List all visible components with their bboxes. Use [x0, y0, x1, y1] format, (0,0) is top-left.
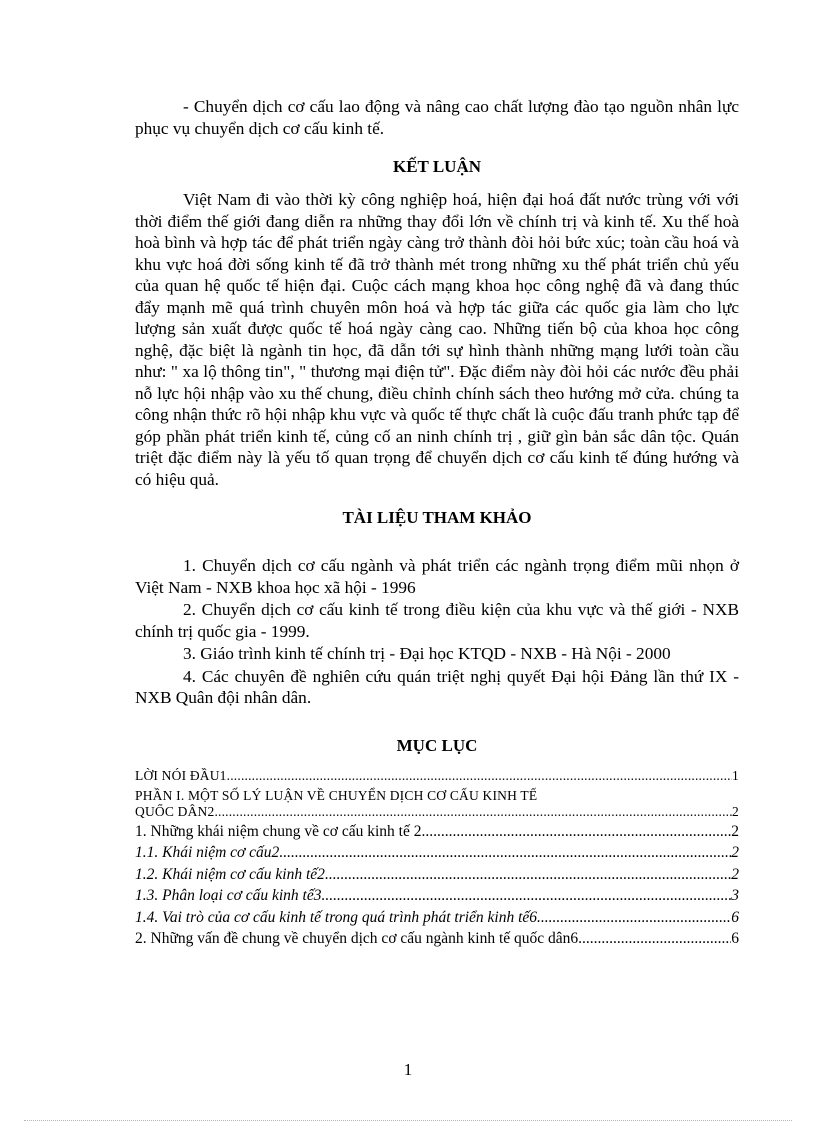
toc-entry-page: 2	[731, 865, 739, 883]
toc-leader	[321, 887, 731, 905]
toc-entry-title: 1.1. Khái niệm cơ cấu2	[135, 844, 280, 861]
toc-entry-page: 2	[732, 803, 739, 819]
toc-entry-title: QUỐC DÂN2	[135, 803, 215, 819]
toc-entry[interactable]	[135, 844, 739, 866]
page-bottom-divider	[24, 1120, 792, 1121]
toc-entry[interactable]	[135, 930, 739, 952]
toc-entry-page: 6	[731, 930, 739, 947]
toc-leader	[422, 823, 732, 841]
toc-entry-page: 2	[731, 844, 739, 861]
intro-paragraph: - Chuyển dịch cơ cấu lao động và nâng cao chất lượng đào tạo nguồn nhân lực phục vụ chuyển dịch cơ cấu kinh tế.	[135, 97, 739, 138]
toc-entry-title: 1. Những khái niệm chung về cơ cấu kinh tế 2	[135, 822, 422, 840]
toc-entry-title: LỜI NÓI ĐẦU1	[135, 767, 227, 783]
conclusion-paragraph: Việt Nam đi vào thời kỳ công nghiệp hoá, hiện đại hoá đất nước trùng với với thời điểm thế giới đang diễn ra những thay đổi lớn về chính trị và kinh tế. Xu thế hoà hoà bình và hợp tác để phát triển ngày càng trở thành đòi hỏi bức xúc; toàn cầu hoá và khu vực hoá đời sống kinh tế đã trở thành mét trong những xu thế phát triển chủ yếu của quan hệ quốc tế hiện đại. Cuộc cách mạng khoa học công nghệ đã và đang thúc đẩy mạnh mẽ quá trình chuyên môn hoá và hợp tác giữa các quốc gia làm cho lực lượng sản xuất được quốc tế hoá ngày càng cao. Những tiến bộ của khoa học công nghệ, đặc biệt là ngành tin học, đã dẫn tới sự hình thành những mạng lưới toàn cầu như: " xa lộ thông tin", " thương mại điện tử". Đặc điểm này đòi hỏi các nước đều phải nỗ lực hội nhập vào xu thế chung, điều chỉnh chính sách theo hướng mở cửa. chúng ta công nhận thức rõ hội nhập khu vực và quốc tế thực chất là cuộc đấu tranh phức tạp để góp phần phát triển kinh tế, củng cố an ninh chính trị , giữ gìn bản sắc dân tộc. Quán triệt đặc điểm này là yếu tố quan trọng để chuyển dịch cơ cấu kinh tế đúng hướng và có hiệu quả.	[135, 190, 739, 489]
reference-item: 3. Giáo trình kinh tế chính trị - Đại học KTQD - NXB - Hà Nội - 2000	[183, 644, 671, 663]
toc-entry-title-line: PHẦN I. MỘT SỐ LÝ LUẬN VỀ CHUYỂN DỊCH CƠ CẤU KINH TẾ	[135, 787, 538, 803]
reference-item: 4. Các chuyên đề nghiên cứu quán triệt nghị quyết Đại hội Đảng lần thứ IX - NXB Quân đội nhân dân.	[135, 666, 739, 707]
toc-leader	[227, 768, 732, 784]
reference-item: 1. Chuyển dịch cơ cấu ngành và phát triển các ngành trọng điểm mũi nhọn ở Việt Nam - NXB khoa học xã hội - 1996	[135, 556, 739, 597]
references-list	[135, 555, 739, 709]
toc-entry-page: 3	[731, 887, 739, 904]
toc-heading: MỤC LỤC	[396, 735, 478, 755]
conclusion-heading: KẾT LUẬN	[392, 157, 481, 176]
table-of-contents	[135, 768, 739, 952]
page-number: 1	[403, 1060, 413, 1079]
toc-leader	[578, 930, 731, 948]
toc-leader	[279, 844, 731, 862]
toc-entry[interactable]	[135, 887, 739, 909]
document-page	[135, 96, 739, 952]
toc-entry-page: 6	[731, 908, 739, 926]
toc-entry-title: 1.3. Phân loại cơ cấu kinh tế3	[135, 887, 322, 904]
toc-entry[interactable]	[135, 909, 739, 931]
reference-item: 2. Chuyển dịch cơ cấu kinh tế trong điều kiện của khu vực và thế giới - NXB chính trị quốc gia - 1999.	[135, 600, 739, 641]
toc-entry-title: 1.4. Vai trò của cơ cấu kinh tế trong quá trình phát triển kinh tế6	[135, 908, 538, 926]
toc-entry[interactable]	[135, 804, 739, 823]
toc-entry[interactable]	[135, 866, 739, 888]
toc-entry-page: 1	[732, 767, 739, 783]
toc-entry[interactable]	[135, 823, 739, 845]
toc-leader	[214, 804, 732, 820]
toc-entry[interactable]	[135, 768, 739, 787]
toc-entry-title: 1.2. Khái niệm cơ cấu kinh tế2	[135, 865, 325, 883]
toc-leader	[325, 866, 731, 884]
toc-entry-page: 2	[731, 822, 739, 840]
toc-entry-title: 2. Những vấn đề chung về chuyển dịch cơ cấu ngành kinh tế quốc dân6	[135, 930, 579, 947]
references-heading: TÀI LIỆU THAM KHẢO	[342, 508, 532, 527]
toc-leader	[537, 909, 731, 927]
